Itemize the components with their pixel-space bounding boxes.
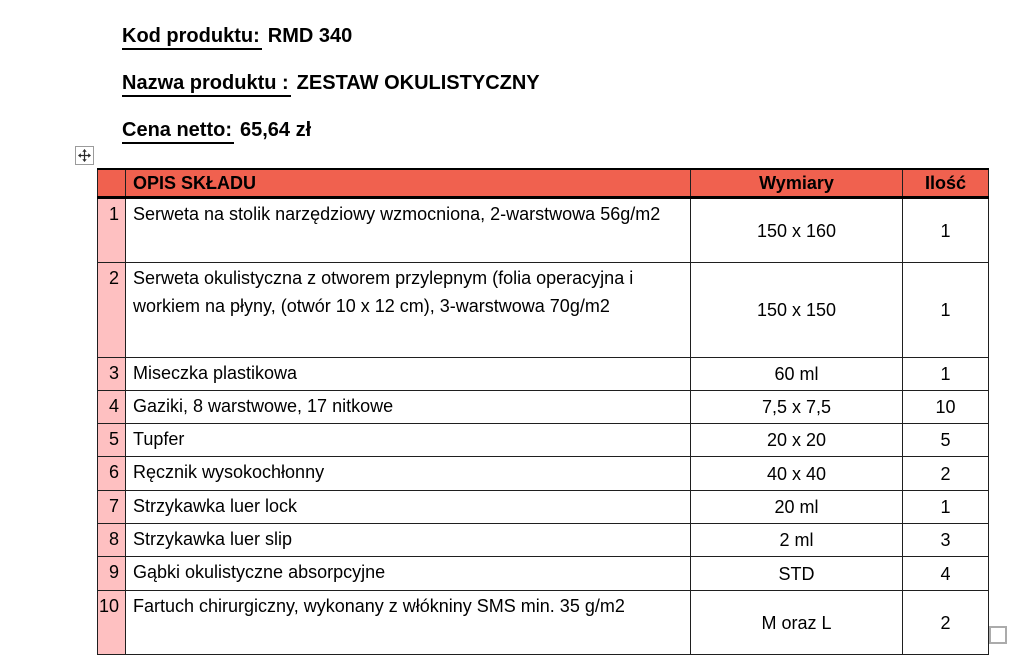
net-price-label: Cena netto: <box>122 119 234 144</box>
quantity-cell[interactable]: 10 <box>903 391 989 424</box>
table-row-1 <box>98 198 989 263</box>
table-row-6 <box>98 457 989 491</box>
table-row-10 <box>98 591 989 655</box>
description-cell[interactable]: Strzykawka luer lock <box>126 491 691 524</box>
row-number-cell[interactable]: 7 <box>98 491 126 524</box>
quantity-cell[interactable]: 4 <box>903 557 989 591</box>
row-number-cell[interactable]: 9 <box>98 557 126 591</box>
dimensions-cell[interactable]: M oraz L <box>691 591 903 655</box>
dimensions-cell[interactable]: 20 ml <box>691 491 903 524</box>
quantity-cell[interactable]: 2 <box>903 591 989 655</box>
dimensions-cell[interactable]: 7,5 x 7,5 <box>691 391 903 424</box>
product-code-value: RMD 340 <box>267 25 353 47</box>
table-row-3 <box>98 358 989 391</box>
product-name-label: Nazwa produktu : <box>122 72 291 97</box>
dimensions-cell[interactable]: 150 x 160 <box>691 198 903 263</box>
table-row-2 <box>98 263 989 358</box>
row-number-cell[interactable]: 3 <box>98 358 126 391</box>
product-name-line[interactable] <box>122 71 540 95</box>
description-cell[interactable]: Fartuch chirurgiczny, wykonany z włókniny SMS min. 35 g/m2 <box>126 591 691 655</box>
dimensions-cell[interactable]: 150 x 150 <box>691 263 903 358</box>
table-row-5 <box>98 424 989 457</box>
quantity-cell[interactable]: 2 <box>903 457 989 491</box>
table-move-handle[interactable] <box>75 146 94 165</box>
row-number-cell[interactable]: 8 <box>98 524 126 557</box>
description-cell[interactable]: Gaziki, 8 warstwowe, 17 nitkowe <box>126 391 691 424</box>
row-number-cell[interactable]: 10 <box>98 591 126 655</box>
quantity-cell[interactable]: 1 <box>903 263 989 358</box>
quantity-cell[interactable]: 1 <box>903 198 989 263</box>
description-cell[interactable]: Serweta okulistyczna z otworem przylepnym (folia operacyjna i workiem na płyny, (otwór 10 x 12 cm), 3-warstwowa 70g/m2 <box>126 263 691 358</box>
dimensions-cell[interactable]: 60 ml <box>691 358 903 391</box>
dimensions-cell[interactable]: 40 x 40 <box>691 457 903 491</box>
net-price-value: 65,64 zł <box>240 119 312 141</box>
quantity-cell[interactable]: 1 <box>903 358 989 391</box>
dimensions-cell[interactable]: STD <box>691 557 903 591</box>
table-header-row <box>98 169 989 198</box>
row-number-cell[interactable]: 1 <box>98 198 126 263</box>
product-code-label: Kod produktu: <box>122 25 262 50</box>
net-price-line[interactable] <box>122 118 540 142</box>
table-row-8 <box>98 524 989 557</box>
description-cell[interactable]: Serweta na stolik narzędziowy wzmocniona, 2-warstwowa 56g/m2 <box>126 198 691 263</box>
row-number-cell[interactable]: 4 <box>98 391 126 424</box>
table-row-9 <box>98 557 989 591</box>
table-resize-handle[interactable] <box>989 626 1007 644</box>
description-cell[interactable]: Miseczka plastikowa <box>126 358 691 391</box>
dimensions-cell[interactable]: 2 ml <box>691 524 903 557</box>
description-cell[interactable]: Tupfer <box>126 424 691 457</box>
description-cell[interactable]: Ręcznik wysokochłonny <box>126 457 691 491</box>
header-cell-description[interactable]: OPIS SKŁADU <box>126 169 691 198</box>
header-cell-quantity[interactable]: Ilość <box>903 169 989 198</box>
header-cell-number[interactable] <box>98 169 126 198</box>
row-number-cell[interactable]: 6 <box>98 457 126 491</box>
dimensions-cell[interactable]: 20 x 20 <box>691 424 903 457</box>
product-code-line[interactable] <box>122 24 540 48</box>
move-icon <box>78 149 91 162</box>
description-cell[interactable]: Strzykawka luer slip <box>126 524 691 557</box>
table-row-4 <box>98 391 989 424</box>
row-number-cell[interactable]: 2 <box>98 263 126 358</box>
quantity-cell[interactable]: 5 <box>903 424 989 457</box>
product-info-block <box>122 24 540 165</box>
quantity-cell[interactable]: 1 <box>903 491 989 524</box>
description-cell[interactable]: Gąbki okulistyczne absorpcyjne <box>126 557 691 591</box>
composition-table <box>97 168 989 655</box>
quantity-cell[interactable]: 3 <box>903 524 989 557</box>
header-cell-dimensions[interactable]: Wymiary <box>691 169 903 198</box>
row-number-cell[interactable]: 5 <box>98 424 126 457</box>
product-name-value: ZESTAW OKULISTYCZNY <box>296 72 540 94</box>
table-row-7 <box>98 491 989 524</box>
